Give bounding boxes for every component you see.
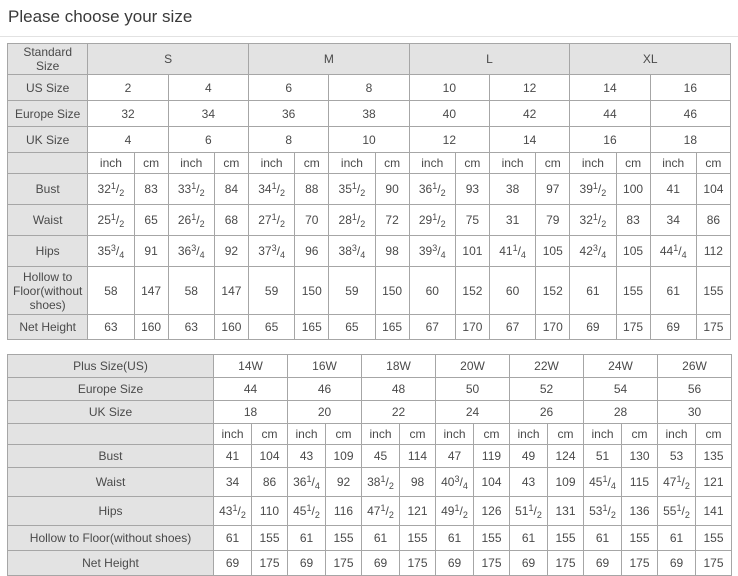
measure-value-cell: 84 <box>214 174 248 205</box>
measure-value-cell: 65 <box>329 315 375 340</box>
measure-value-cell: $53^1/_2$ <box>584 497 622 526</box>
size-value-cell: 32 <box>88 101 168 127</box>
measure-value-cell: 67 <box>409 315 455 340</box>
measure-value-cell: 104 <box>474 468 510 497</box>
measure-value-cell: 86 <box>252 468 288 497</box>
table-row <box>8 236 731 267</box>
measure-value-cell: 45 <box>362 445 400 468</box>
size-value-cell: 24 <box>436 401 510 424</box>
measure-value-cell: $45^1/_2$ <box>288 497 326 526</box>
size-value-cell: 16 <box>650 75 730 101</box>
table-row <box>8 267 731 315</box>
measure-value-cell: 38 <box>489 174 535 205</box>
unit-inch-cell: inch <box>570 153 616 174</box>
measure-value-cell: $45^1/_4$ <box>584 468 622 497</box>
table-row <box>8 75 731 101</box>
row-label-cell: Plus Size(US) <box>8 355 214 378</box>
measure-value-cell: $29^1/_2$ <box>409 205 455 236</box>
unit-inch-cell: inch <box>489 153 535 174</box>
measure-value-cell: 150 <box>375 267 409 315</box>
table-row <box>8 153 731 174</box>
measure-value-cell: 101 <box>455 236 489 267</box>
measure-value-cell: $51^1/_2$ <box>510 497 548 526</box>
measure-value-cell: 175 <box>474 551 510 576</box>
measure-value-cell: 59 <box>329 267 375 315</box>
measure-value-cell: 165 <box>295 315 329 340</box>
table-row <box>8 44 731 75</box>
measure-value-cell: 31 <box>489 205 535 236</box>
measure-value-cell: $25^1/_2$ <box>88 205 134 236</box>
measure-value-cell: 175 <box>252 551 288 576</box>
table-row <box>8 174 731 205</box>
measure-value-cell: 67 <box>489 315 535 340</box>
corner-label-cell: Standard Size <box>8 44 88 75</box>
unit-inch-cell: inch <box>584 424 622 445</box>
measure-value-cell: 104 <box>252 445 288 468</box>
measure-value-cell: $34^1/_2$ <box>249 174 295 205</box>
measure-value-cell: 175 <box>696 315 730 340</box>
measure-value-cell: 152 <box>455 267 489 315</box>
size-value-cell: 46 <box>288 378 362 401</box>
unit-cm-cell: cm <box>616 153 650 174</box>
measure-value-cell: 75 <box>455 205 489 236</box>
measure-value-cell: 63 <box>168 315 214 340</box>
unit-cm-cell: cm <box>696 424 732 445</box>
measure-value-cell: 41 <box>214 445 252 468</box>
measure-value-cell: 69 <box>510 551 548 576</box>
measure-value-cell: 69 <box>650 315 696 340</box>
measure-value-cell: 60 <box>489 267 535 315</box>
measure-value-cell: 65 <box>134 205 168 236</box>
size-value-cell: 42 <box>489 101 569 127</box>
unit-cm-cell: cm <box>252 424 288 445</box>
size-value-cell: 12 <box>489 75 569 101</box>
row-label-cell: Hollow to Floor(without shoes) <box>8 267 88 315</box>
measure-value-cell: $39^3/_4$ <box>409 236 455 267</box>
measure-value-cell: 165 <box>375 315 409 340</box>
measure-value-cell: 86 <box>696 205 730 236</box>
measure-value-cell: 155 <box>400 526 436 551</box>
size-value-cell: 8 <box>329 75 409 101</box>
measure-value-cell: 61 <box>214 526 252 551</box>
measure-value-cell: 124 <box>548 445 584 468</box>
measure-value-cell: $35^1/_2$ <box>329 174 375 205</box>
measure-value-cell: $27^1/_2$ <box>249 205 295 236</box>
unit-cm-cell: cm <box>548 424 584 445</box>
page-title: Please choose your size <box>8 7 193 26</box>
measure-value-cell: 152 <box>536 267 570 315</box>
unit-cm-cell: cm <box>622 424 658 445</box>
size-value-cell: 46 <box>650 101 730 127</box>
measure-value-cell: 63 <box>88 315 134 340</box>
measure-value-cell: $38^3/_4$ <box>329 236 375 267</box>
plus-size-table <box>7 354 732 576</box>
measure-value-cell: 105 <box>616 236 650 267</box>
size-group-cell: XL <box>570 44 731 75</box>
measure-value-cell: 61 <box>510 526 548 551</box>
measure-value-cell: 49 <box>510 445 548 468</box>
row-label-cell: Net Height <box>8 315 88 340</box>
empty-label-cell <box>8 424 214 445</box>
measure-value-cell: $41^1/_4$ <box>489 236 535 267</box>
measure-value-cell: 83 <box>616 205 650 236</box>
unit-cm-cell: cm <box>536 153 570 174</box>
unit-cm-cell: cm <box>214 153 248 174</box>
row-label-cell: UK Size <box>8 127 88 153</box>
measure-value-cell: 155 <box>696 267 730 315</box>
table-row <box>8 468 732 497</box>
size-value-cell: 50 <box>436 378 510 401</box>
measure-value-cell: 175 <box>326 551 362 576</box>
measure-value-cell: 69 <box>570 315 616 340</box>
measure-value-cell: 175 <box>696 551 732 576</box>
unit-cm-cell: cm <box>295 153 329 174</box>
measure-value-cell: 175 <box>548 551 584 576</box>
size-value-cell: 14 <box>489 127 569 153</box>
size-group-cell: L <box>409 44 570 75</box>
measure-value-cell: 126 <box>474 497 510 526</box>
measure-value-cell: 160 <box>134 315 168 340</box>
unit-cm-cell: cm <box>326 424 362 445</box>
unit-cm-cell: cm <box>134 153 168 174</box>
unit-inch-cell: inch <box>362 424 400 445</box>
measure-value-cell: $32^1/_2$ <box>88 174 134 205</box>
measure-value-cell: $43^1/_2$ <box>214 497 252 526</box>
measure-value-cell: 96 <box>295 236 329 267</box>
size-value-cell: 22 <box>362 401 436 424</box>
measure-value-cell: 110 <box>252 497 288 526</box>
unit-inch-cell: inch <box>249 153 295 174</box>
measure-value-cell: 88 <box>295 174 329 205</box>
measure-value-cell: 65 <box>249 315 295 340</box>
unit-inch-cell: inch <box>409 153 455 174</box>
measure-value-cell: $37^3/_4$ <box>249 236 295 267</box>
row-label-cell: Europe Size <box>8 101 88 127</box>
table-row <box>8 378 732 401</box>
title-divider <box>0 36 738 37</box>
size-group-cell: M <box>249 44 410 75</box>
measure-value-cell: $44^1/_4$ <box>650 236 696 267</box>
table-row <box>8 205 731 236</box>
measure-value-cell: 91 <box>134 236 168 267</box>
measure-value-cell: $49^1/_2$ <box>436 497 474 526</box>
size-value-cell: 26 <box>510 401 584 424</box>
unit-inch-cell: inch <box>658 424 696 445</box>
size-group-cell: S <box>88 44 249 75</box>
measure-value-cell: 170 <box>536 315 570 340</box>
size-value-cell: 44 <box>570 101 650 127</box>
measure-value-cell: $47^1/_2$ <box>362 497 400 526</box>
measure-value-cell: 61 <box>658 526 696 551</box>
size-value-cell: 14 <box>570 75 650 101</box>
measure-value-cell: $38^1/_2$ <box>362 468 400 497</box>
measure-value-cell: 175 <box>622 551 658 576</box>
measure-value-cell: $47^1/_2$ <box>658 468 696 497</box>
measure-value-cell: 69 <box>584 551 622 576</box>
unit-inch-cell: inch <box>288 424 326 445</box>
measure-value-cell: 155 <box>326 526 362 551</box>
measure-value-cell: 115 <box>622 468 658 497</box>
row-label-cell: Waist <box>8 468 214 497</box>
size-value-cell: 4 <box>88 127 168 153</box>
size-value-cell: 44 <box>214 378 288 401</box>
measure-value-cell: $36^1/_4$ <box>288 468 326 497</box>
measure-value-cell: 135 <box>696 445 732 468</box>
measure-value-cell: 109 <box>326 445 362 468</box>
measure-value-cell: 114 <box>400 445 436 468</box>
measure-value-cell: 109 <box>548 468 584 497</box>
measure-value-cell: 58 <box>88 267 134 315</box>
measure-value-cell: 93 <box>455 174 489 205</box>
measure-value-cell: 155 <box>622 526 658 551</box>
size-value-cell: 48 <box>362 378 436 401</box>
standard-tbody <box>8 44 731 340</box>
measure-value-cell: 51 <box>584 445 622 468</box>
measure-value-cell: 104 <box>696 174 730 205</box>
row-label-cell: Hips <box>8 236 88 267</box>
row-label-cell: Waist <box>8 205 88 236</box>
table-row <box>8 497 732 526</box>
measure-value-cell: 61 <box>584 526 622 551</box>
table-row <box>8 424 732 445</box>
row-label-cell: Hips <box>8 497 214 526</box>
measure-value-cell: 112 <box>696 236 730 267</box>
measure-value-cell: 130 <box>622 445 658 468</box>
measure-value-cell: 59 <box>249 267 295 315</box>
unit-inch-cell: inch <box>650 153 696 174</box>
measure-value-cell: 155 <box>616 267 650 315</box>
measure-value-cell: 92 <box>326 468 362 497</box>
measure-value-cell: 100 <box>616 174 650 205</box>
measure-value-cell: $36^3/_4$ <box>168 236 214 267</box>
unit-inch-cell: inch <box>88 153 134 174</box>
measure-value-cell: 43 <box>288 445 326 468</box>
size-value-cell: 20 <box>288 401 362 424</box>
row-label-cell: Bust <box>8 445 214 468</box>
measure-value-cell: 69 <box>658 551 696 576</box>
table-row <box>8 355 732 378</box>
table-row <box>8 526 732 551</box>
measure-value-cell: 116 <box>326 497 362 526</box>
measure-value-cell: 105 <box>536 236 570 267</box>
size-value-cell: 6 <box>168 127 248 153</box>
size-value-cell: 2 <box>88 75 168 101</box>
measure-value-cell: $39^1/_2$ <box>570 174 616 205</box>
size-value-cell: 6 <box>249 75 329 101</box>
size-value-cell: 54 <box>584 378 658 401</box>
measure-value-cell: 60 <box>409 267 455 315</box>
measure-value-cell: 43 <box>510 468 548 497</box>
size-value-cell: 38 <box>329 101 409 127</box>
size-value-cell: 18W <box>362 355 436 378</box>
measure-value-cell: 155 <box>252 526 288 551</box>
unit-inch-cell: inch <box>510 424 548 445</box>
measure-value-cell: $26^1/_2$ <box>168 205 214 236</box>
measure-value-cell: 72 <box>375 205 409 236</box>
measure-value-cell: 155 <box>696 526 732 551</box>
measure-value-cell: 34 <box>214 468 252 497</box>
measure-value-cell: $33^1/_2$ <box>168 174 214 205</box>
unit-cm-cell: cm <box>375 153 409 174</box>
row-label-cell: UK Size <box>8 401 214 424</box>
measure-value-cell: 70 <box>295 205 329 236</box>
unit-cm-cell: cm <box>400 424 436 445</box>
measure-value-cell: 92 <box>214 236 248 267</box>
measure-value-cell: 58 <box>168 267 214 315</box>
table-row <box>8 101 731 127</box>
measure-value-cell: 147 <box>134 267 168 315</box>
measure-value-cell: $28^1/_2$ <box>329 205 375 236</box>
row-label-cell: Europe Size <box>8 378 214 401</box>
table-row <box>8 551 732 576</box>
unit-cm-cell: cm <box>474 424 510 445</box>
measure-value-cell: 136 <box>622 497 658 526</box>
measure-value-cell: $35^3/_4$ <box>88 236 134 267</box>
row-label-cell: Hollow to Floor(without shoes) <box>8 526 214 551</box>
size-value-cell: 52 <box>510 378 584 401</box>
measure-value-cell: 34 <box>650 205 696 236</box>
measure-value-cell: 170 <box>455 315 489 340</box>
measure-value-cell: 155 <box>474 526 510 551</box>
measure-value-cell: $40^3/_4$ <box>436 468 474 497</box>
measure-value-cell: $55^1/_2$ <box>658 497 696 526</box>
measure-value-cell: 175 <box>400 551 436 576</box>
measure-value-cell: 69 <box>436 551 474 576</box>
measure-value-cell: 69 <box>214 551 252 576</box>
empty-label-cell <box>8 153 88 174</box>
measure-value-cell: 53 <box>658 445 696 468</box>
row-label-cell: Bust <box>8 174 88 205</box>
table-row <box>8 315 731 340</box>
measure-value-cell: 41 <box>650 174 696 205</box>
unit-inch-cell: inch <box>329 153 375 174</box>
size-value-cell: 56 <box>658 378 732 401</box>
size-value-cell: 18 <box>214 401 288 424</box>
size-value-cell: 34 <box>168 101 248 127</box>
measure-value-cell: 79 <box>536 205 570 236</box>
measure-value-cell: $42^3/_4$ <box>570 236 616 267</box>
measure-value-cell: 98 <box>375 236 409 267</box>
row-label-cell: US Size <box>8 75 88 101</box>
measure-value-cell: 83 <box>134 174 168 205</box>
unit-inch-cell: inch <box>168 153 214 174</box>
size-value-cell: 8 <box>249 127 329 153</box>
size-value-cell: 40 <box>409 101 489 127</box>
measure-value-cell: 69 <box>288 551 326 576</box>
measure-value-cell: 68 <box>214 205 248 236</box>
measure-value-cell: 47 <box>436 445 474 468</box>
unit-cm-cell: cm <box>696 153 730 174</box>
measure-value-cell: 61 <box>436 526 474 551</box>
size-value-cell: 24W <box>584 355 658 378</box>
measure-value-cell: 160 <box>214 315 248 340</box>
size-value-cell: 10 <box>329 127 409 153</box>
unit-cm-cell: cm <box>455 153 489 174</box>
size-value-cell: 30 <box>658 401 732 424</box>
measure-value-cell: 121 <box>400 497 436 526</box>
measure-value-cell: 61 <box>570 267 616 315</box>
measure-value-cell: 61 <box>288 526 326 551</box>
measure-value-cell: 61 <box>650 267 696 315</box>
measure-value-cell: 141 <box>696 497 732 526</box>
measure-value-cell: 150 <box>295 267 329 315</box>
measure-value-cell: $32^1/_2$ <box>570 205 616 236</box>
measure-value-cell: 98 <box>400 468 436 497</box>
measure-value-cell: 131 <box>548 497 584 526</box>
size-value-cell: 16W <box>288 355 362 378</box>
size-value-cell: 26W <box>658 355 732 378</box>
size-value-cell: 36 <box>249 101 329 127</box>
measure-value-cell: 175 <box>616 315 650 340</box>
measure-value-cell: 119 <box>474 445 510 468</box>
measure-value-cell: 90 <box>375 174 409 205</box>
measure-value-cell: 155 <box>548 526 584 551</box>
unit-inch-cell: inch <box>214 424 252 445</box>
size-value-cell: 16 <box>570 127 650 153</box>
size-value-cell: 12 <box>409 127 489 153</box>
measure-value-cell: 121 <box>696 468 732 497</box>
table-row <box>8 127 731 153</box>
size-value-cell: 4 <box>168 75 248 101</box>
table-row <box>8 445 732 468</box>
row-label-cell: Net Height <box>8 551 214 576</box>
measure-value-cell: 69 <box>362 551 400 576</box>
standard-size-table <box>7 43 731 340</box>
unit-inch-cell: inch <box>436 424 474 445</box>
measure-value-cell: 147 <box>214 267 248 315</box>
size-value-cell: 28 <box>584 401 658 424</box>
plus-tbody <box>8 355 732 576</box>
measure-value-cell: 61 <box>362 526 400 551</box>
size-value-cell: 10 <box>409 75 489 101</box>
size-value-cell: 14W <box>214 355 288 378</box>
measure-value-cell: 97 <box>536 174 570 205</box>
size-value-cell: 20W <box>436 355 510 378</box>
table-row <box>8 401 732 424</box>
measure-value-cell: $36^1/_2$ <box>409 174 455 205</box>
size-value-cell: 18 <box>650 127 730 153</box>
size-value-cell: 22W <box>510 355 584 378</box>
